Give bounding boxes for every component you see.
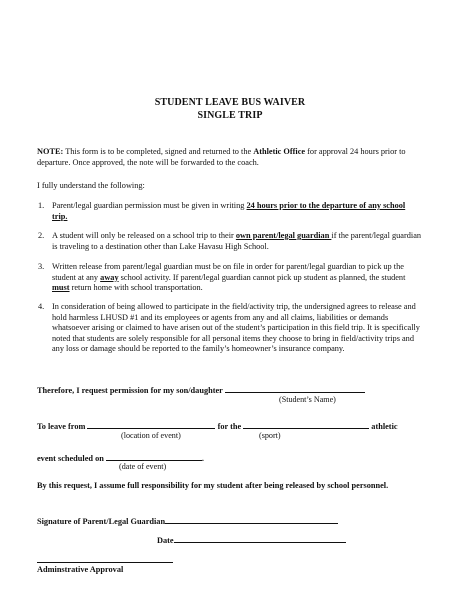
list-item-emphasis: own parent/legal guardian bbox=[235, 231, 332, 240]
event-scheduled-label: event scheduled on bbox=[37, 454, 104, 463]
list-item-text-b: school activity. If parent/legal guardian cannot pick up student as planned, the student bbox=[118, 272, 406, 282]
signature-label: Signature of Parent/Legal Guardian bbox=[37, 517, 166, 526]
note-text-a: This form is to be completed, signed and returned to the bbox=[63, 147, 254, 156]
list-item-4 bbox=[38, 302, 422, 355]
location-caption: (location of event) bbox=[121, 431, 181, 440]
event-period: . bbox=[201, 454, 204, 463]
list-item-text-b: if the parent/legal guardian is traveling to a destination other than Lake Havasu High School. bbox=[52, 231, 422, 251]
list-item-number: 4. bbox=[38, 302, 45, 311]
note-paragraph bbox=[37, 147, 422, 168]
athletic-label: athletic bbox=[371, 422, 398, 431]
list-item-emphasis: 24 hours prior to the departure of any school trip. bbox=[52, 201, 406, 221]
admin-approval-field[interactable] bbox=[37, 562, 173, 563]
student-name-field[interactable] bbox=[225, 383, 365, 393]
sport-caption: (sport) bbox=[259, 431, 281, 440]
for-the-label: for the bbox=[217, 422, 242, 431]
list-item-emphasis-must: must bbox=[52, 283, 70, 293]
list-item-number: 1. bbox=[38, 201, 45, 210]
list-item-text-c: return home with school transportation. bbox=[69, 283, 203, 293]
admin-approval-label: Adminstrative Approval bbox=[37, 565, 124, 574]
date-label: Date bbox=[157, 536, 174, 545]
intro-text: I fully understand the following: bbox=[37, 181, 145, 190]
form-title: STUDENT LEAVE BUS WAIVER bbox=[154, 97, 306, 108]
request-label: Therefore, I request permission for my son/daughter bbox=[37, 386, 223, 395]
list-item-text: Parent/legal guardian permission must be given in writing bbox=[52, 201, 247, 210]
location-field[interactable] bbox=[87, 419, 215, 429]
event-date-field[interactable] bbox=[106, 451, 202, 461]
responsibility-statement: By this request, I assume full responsibility for my student after being released by school personnel. bbox=[37, 481, 389, 490]
date-field[interactable] bbox=[174, 533, 346, 543]
leave-from-label: To leave from bbox=[37, 422, 86, 431]
list-item-2 bbox=[38, 231, 422, 252]
date-line bbox=[157, 533, 346, 547]
list-item-number: 3. bbox=[38, 262, 45, 271]
note-text-b: for approval 24 hours prior to departure. Once approved, the note will be forwarded to the coach. bbox=[37, 147, 406, 167]
leave-from-line bbox=[37, 419, 398, 433]
list-item-emphasis-away: away bbox=[100, 272, 119, 282]
list-item-3 bbox=[38, 262, 422, 294]
list-item-1 bbox=[38, 201, 422, 222]
form-subtitle: SINGLE TRIP bbox=[197, 110, 263, 121]
signature-line bbox=[37, 514, 338, 528]
date-caption: (date of event) bbox=[119, 462, 167, 471]
signature-field[interactable] bbox=[165, 514, 338, 524]
list-item-text: Written release from parent/legal guardian must be on file in order for parent/legal guardian to pick up the student at any bbox=[52, 262, 404, 282]
list-item-number: 2. bbox=[38, 231, 45, 240]
student-name-caption: (Student’s Name) bbox=[279, 395, 336, 404]
note-office: Athletic Office bbox=[253, 147, 306, 156]
list-item-text: A student will only be released on a school trip to their bbox=[52, 231, 236, 240]
list-item-text: In consideration of being allowed to participate in the field/activity trip, the undersigned agrees to release and hold harmless LHUSD #1 and its employees or agents from any and all claims, liabilities or demands whatsoever arising or claimed to have arisen out of the student’s participation in this field trip. It is specifically noted that students are solely responsible for all personal items they choose to bring in field/activity trips and any loss or damage should be reported to the family’s homeowner’s insurance company. bbox=[52, 302, 420, 354]
note-label: NOTE: bbox=[37, 147, 64, 156]
sport-field[interactable] bbox=[243, 419, 369, 429]
